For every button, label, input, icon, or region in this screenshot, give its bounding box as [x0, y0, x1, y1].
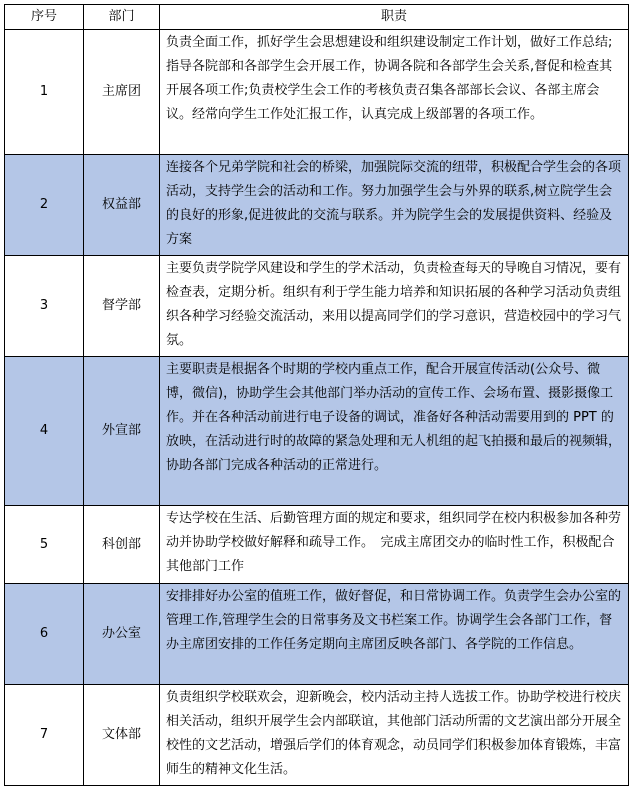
row-department: 科创部: [84, 506, 160, 584]
row-department: 督学部: [84, 256, 160, 357]
table-row: [5, 30, 629, 155]
row-duties: 专达学校在生活、后勤管理方面的规定和要求，组织同学在校内积极参加各种劳动并协助学校做好解释和疏导工作。 完成主席团交办的临时性工作，积极配合其他部门工作: [160, 506, 629, 584]
row-number: 2: [5, 155, 84, 256]
row-duties: 连接各个兄弟学院和社会的桥梁，加强院际交流的纽带，积极配合学生会的各项活动，支持学生会的活动和工作。努力加强学生会与外界的联系,树立院学生会的良好的形象,促进彼此的交流与联系。并为院学生会的发展提供资料、经验及方案: [160, 155, 629, 256]
row-duties: 负责组织学校联欢会，迎新晚会，校内活动主持人选拔工作。协助学校进行校庆相关活动，组织开展学生会内部联谊，其他部门活动所需的文艺演出部分开展全校性的文艺活动，增强后学们的体育观念，动员同学们积极参加体育锻炼，丰富师生的精神文化生活。: [160, 685, 629, 786]
row-duties: 主要职责是根据各个时期的学校内重点工作，配合开展宣传活动(公众号、微博，微信)，协助学生会其他部门举办活动的宣传工作、会场布置、摄影摄像工作。并在各种活动前进行电子设备的调试，准备好各种活动需要用到的 PPT 的放映，在活动进行时的故障的紧急处理和无人机组的起飞拍摄和最后的视频辑，协助各部门完成各种活动的正常进行。: [160, 357, 629, 506]
row-number: 6: [5, 584, 84, 685]
table-row: [5, 256, 629, 357]
row-department: 主席团: [84, 30, 160, 155]
header-row: [5, 5, 629, 30]
row-department: 办公室: [84, 584, 160, 685]
row-duties: 主要负责学院学风建设和学生的学术活动，负责检查每天的导晚自习情况，要有检查表，定期分析。组织有利于学生能力培养和知识拓展的各种学习活动负责组织各种学习经验交流活动，来用以提高同学们的学习意识，营造校园中的学习气氛。: [160, 256, 629, 357]
row-department: 外宣部: [84, 357, 160, 506]
table-row: [5, 506, 629, 584]
row-duties: 负责全面工作，抓好学生会思想建设和组织建设制定工作计划，做好工作总结;指导各院部和各部学生会开展工作，协调各院和各部学生会关系,督促和检查其开展各项工作;负责校学生会工作的考核负责召集各部部长会议、各部主席会议。经常向学生工作处汇报工作，认真完成上级部署的各项工作。: [160, 30, 629, 155]
table-row: [5, 584, 629, 685]
row-number: 5: [5, 506, 84, 584]
table-row: [5, 685, 629, 786]
row-number: 7: [5, 685, 84, 786]
table-row: [5, 357, 629, 506]
duties-table: [4, 4, 629, 786]
table-row: [5, 155, 629, 256]
header-number: 序号: [5, 5, 84, 30]
row-number: 4: [5, 357, 84, 506]
row-number: 1: [5, 30, 84, 155]
row-number: 3: [5, 256, 84, 357]
header-department: 部门: [84, 5, 160, 30]
row-department: 文体部: [84, 685, 160, 786]
row-department: 权益部: [84, 155, 160, 256]
header-duties: 职责: [160, 5, 629, 30]
row-duties: 安排排好办公室的值班工作，做好督促，和日常协调工作。负责学生会办公室的管理工作,管理学生会的日常事务及文书栏案工作。协调学生会各部门工作，督办主席团安排的工作任务定期向主席团反映各部门、各学院的工作信息。: [160, 584, 629, 685]
